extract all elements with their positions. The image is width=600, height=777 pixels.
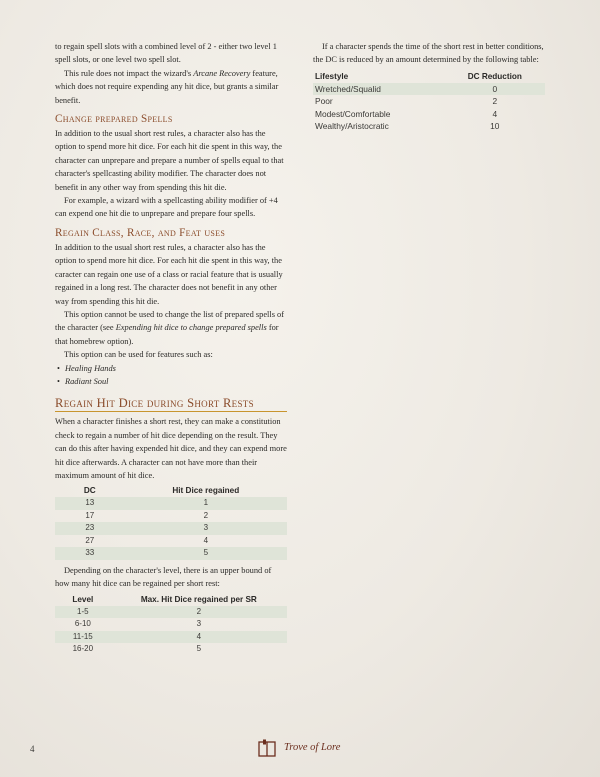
paragraph: In addition to the usual short rest rules, a character also has the option to spend more hit dice. For each hit die spent in this way, the character can unprepare and prepare a number of spells equal to that character's spellcasting ability modifier. The character does not benefit in any other way from spending this hit die. <box>55 129 284 192</box>
list-item: • Radiant Soul <box>65 375 287 388</box>
paragraph: This rule does not impact the wizard's Arcane Recovery feature, which does not require expending any hit dice, but grants a similar benefit. <box>55 68 279 105</box>
left-column <box>55 40 287 660</box>
cross-reference: Expending hit dice to change prepared spells <box>115 323 267 333</box>
heading-regain-class-race-feat: Regain Class, Race, and Feat uses <box>55 226 226 239</box>
table-row: 23 3 <box>55 522 287 535</box>
paragraph: If a character spends the time of the short rest in better conditions, the DC is reduced by an amount determined by the following table: <box>313 42 544 65</box>
heading-change-prepared-spells: Change prepared Spells <box>55 113 173 126</box>
page-number: 4 <box>30 744 35 754</box>
footer-title: Trove of Lore <box>284 742 341 753</box>
paragraph: Depending on the character's level, there is an upper bound of how many hit dice can be regained per short rest: <box>55 565 272 589</box>
table-header: DC Reduction <box>467 71 522 81</box>
paragraph: When a character finishes a short rest, they can make a constitution check to regain a number of hit dice depending on the result. They can do this after having expended hit dice, and they can expend more hit dice afterwards. A character can not have more than their maximum amount of hit dice. <box>55 417 287 480</box>
table-row: 1-5 2 <box>55 606 287 619</box>
table-header: Hit Dice regained <box>172 486 240 496</box>
table-row: 33 5 <box>55 547 287 560</box>
paragraph: In addition to the usual short rest rules, a character also has the option to spend more hit dice. For each hit die spent in this way, the caracter can regain one use of a class or racial feature that is usually regained in a long rest. The character does not benefit in any other way from spending this hit die. <box>55 242 283 306</box>
table-row: 13 1 <box>55 497 287 510</box>
table-header: Max. Hit Dice regained per SR <box>140 594 257 604</box>
paragraph: This option cannot be used to change the list of prepared spells of the character (see Expending hit dice to change prepared spells for that homebrew option). <box>55 309 285 346</box>
table-header: DC <box>83 486 96 496</box>
paragraph: to regain spell slots with a combined level of 2 - either two level 1 spell slots, or one level two spell slot. <box>55 42 277 65</box>
table-row: Wretched/Squalid 0 <box>313 83 545 96</box>
book-icon <box>257 738 277 758</box>
heading-regain-hit-dice: Regain Hit Dice during Short Rests <box>55 396 287 412</box>
level-table <box>55 594 287 656</box>
table-header: Level <box>72 594 94 604</box>
table-row: Wealthy/Aristocratic 10 <box>315 121 500 132</box>
table-header: Lifestyle <box>315 71 349 81</box>
paragraph: This option can be used for features such as: <box>64 350 213 360</box>
lifestyle-table <box>313 71 545 133</box>
table-row: Poor 2 <box>315 96 498 107</box>
arcane-recovery-ref: Arcane Recovery <box>193 68 251 78</box>
right-column <box>313 40 545 133</box>
feature-list <box>55 362 287 389</box>
table-row: Modest/Comfortable 4 <box>315 108 498 119</box>
table-row: 6-10 3 <box>74 619 202 629</box>
table-row: 27 4 <box>85 535 209 545</box>
list-item: • Healing Hands <box>65 362 287 375</box>
table-row: 17 2 <box>85 510 209 520</box>
table-row: 11-15 4 <box>55 631 287 644</box>
dc-table <box>55 485 287 560</box>
paragraph: For example, a wizard with a spellcasting ability modifier of +4 can expend one hit die to unprepare and prepare four spells. <box>55 196 278 219</box>
table-row: 16-20 5 <box>72 644 202 654</box>
